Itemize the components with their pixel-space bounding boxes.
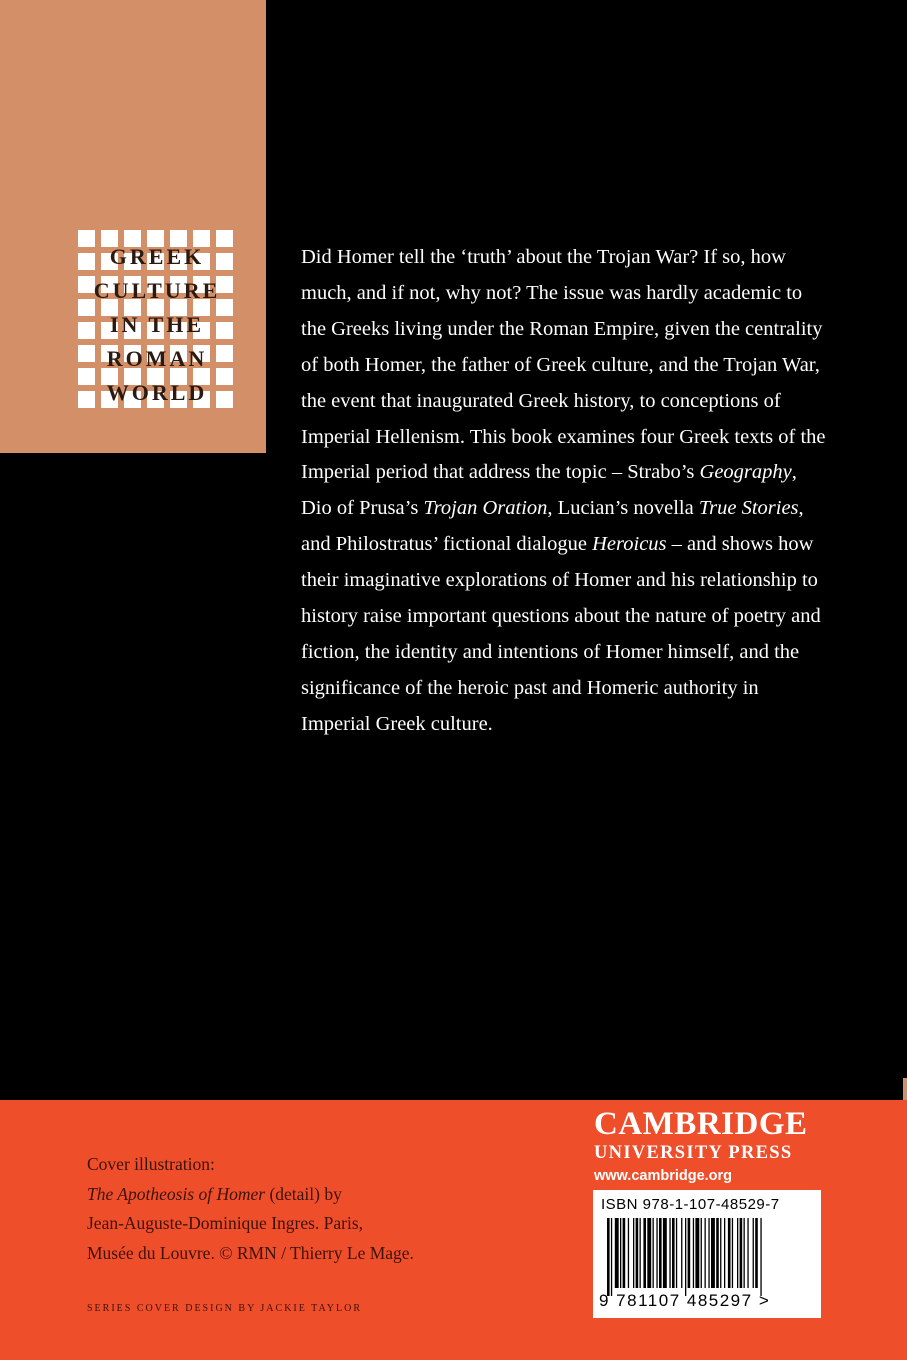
- isbn-label: ISBN 978-1-107-48529-7: [601, 1196, 780, 1213]
- blurb-paragraph: [301, 240, 826, 743]
- barcode-bar: [611, 1218, 612, 1296]
- barcode-digits: 9 781107 485297 >: [599, 1291, 771, 1310]
- blurb-segment: , Dio of Prusa’s: [301, 461, 797, 520]
- barcode-bar: [640, 1218, 641, 1288]
- barcode-bar: [701, 1218, 702, 1288]
- publisher-name: CAMBRIDGE: [594, 1106, 808, 1142]
- barcode-bar: [636, 1218, 639, 1288]
- cover-credit: [87, 1150, 527, 1268]
- series-line-2: CULTURE: [93, 278, 221, 303]
- barcode-bar: [753, 1218, 754, 1288]
- barcode-bar: [728, 1218, 731, 1288]
- barcode-bar: [615, 1218, 619, 1288]
- barcode-bar: [747, 1218, 748, 1288]
- publisher-press: UNIVERSITY PRESS: [594, 1143, 793, 1163]
- blurb-title-geography: Geography: [699, 461, 792, 484]
- credit-heading: Cover illustration:: [87, 1154, 215, 1174]
- blurb-title-trojan-oration: Trojan Oration: [423, 497, 548, 520]
- barcode-bar: [740, 1218, 743, 1288]
- barcode-bar: [711, 1218, 715, 1288]
- series-line-4: ROMAN: [106, 346, 208, 371]
- blurb-segment: , and Philostratus’ fictional dialogue: [301, 497, 804, 556]
- barcode-bar: [724, 1218, 725, 1288]
- publisher-url: www.cambridge.org: [594, 1168, 733, 1184]
- barcode-bar: [676, 1218, 677, 1288]
- barcode-bar: [623, 1218, 626, 1288]
- blurb-segment: Did Homer tell the ‘truth’ about the Trojan War? If so, how much, and if not, why not? The issue was hardly academic to the Greeks living under the Roman Empire, given the centrality of both Homer, the father of Greek culture, and the Trojan War, the event that inaugurated Greek history, to conceptions of Imperial Hellenism. This book examines four Greek texts of the Imperial period that address the topic – Strabo’s: [301, 246, 826, 484]
- barcode-bar: [716, 1218, 719, 1288]
- barcode-bar: [647, 1218, 651, 1288]
- barcode-bar: [656, 1218, 657, 1288]
- barcode-bar: [663, 1218, 667, 1288]
- book-blurb: [301, 240, 826, 743]
- barcode-bar: [760, 1218, 761, 1296]
- barcode-bar: [732, 1218, 733, 1288]
- barcode-bar: [695, 1218, 699, 1288]
- barcode-bar: [633, 1218, 634, 1288]
- barcode-bar: [708, 1218, 709, 1288]
- credit-after-title: (detail) by: [265, 1183, 342, 1204]
- barcode-bar: [737, 1218, 738, 1288]
- series-line-5: WORLD: [106, 380, 208, 405]
- blurb-title-true-stories: True Stories: [698, 497, 799, 520]
- barcode-bar: [755, 1218, 758, 1288]
- barcode-bar: [688, 1218, 691, 1288]
- barcode-bar: [659, 1218, 662, 1288]
- barcode-bar: [744, 1218, 745, 1288]
- series-title: [78, 240, 236, 410]
- barcode-bar: [693, 1218, 694, 1288]
- series-line-1: GREEK: [109, 244, 205, 269]
- barcode-bar: [720, 1218, 721, 1288]
- credit-artwork-title: The Apotheosis of Homer: [87, 1183, 266, 1204]
- barcode-bar: [681, 1218, 682, 1288]
- barcode-bar: [607, 1218, 610, 1296]
- publisher-logo: [594, 1106, 824, 1188]
- blurb-segment: , Lucian’s novella: [547, 497, 699, 520]
- blurb-segment: – and shows how their imaginative explorations of Homer and his relationship to history raise important questions about the nature of poetry and fiction, the identity and intentions of Homer himself, and the significance of the heroic past and Homeric authority in Imperial Greek culture.: [301, 533, 821, 735]
- barcode-icon: [607, 1218, 807, 1296]
- barcode-bar: [669, 1218, 670, 1288]
- isbn-barcode-box: [593, 1190, 821, 1318]
- credit-title-line: [87, 1180, 527, 1210]
- blurb-title-heroicus: Heroicus: [592, 533, 667, 556]
- barcode-bar: [685, 1218, 686, 1296]
- credit-location: Musée du Louvre. © RMN / Thierry Le Mage.: [87, 1242, 414, 1263]
- barcode-bar: [643, 1218, 646, 1288]
- spine-edge: [903, 1078, 907, 1100]
- design-credit: SERIES COVER DESIGN BY JACKIE TAYLOR: [87, 1303, 363, 1314]
- barcode-bar: [620, 1218, 621, 1288]
- series-line-3: IN THE: [109, 312, 204, 337]
- credit-artist: Jean-Auguste-Dominique Ingres. Paris,: [87, 1213, 364, 1233]
- barcode-bar: [628, 1218, 629, 1288]
- barcode-bar: [705, 1218, 706, 1288]
- barcode-bar: [653, 1218, 654, 1288]
- barcode-bar: [672, 1218, 675, 1288]
